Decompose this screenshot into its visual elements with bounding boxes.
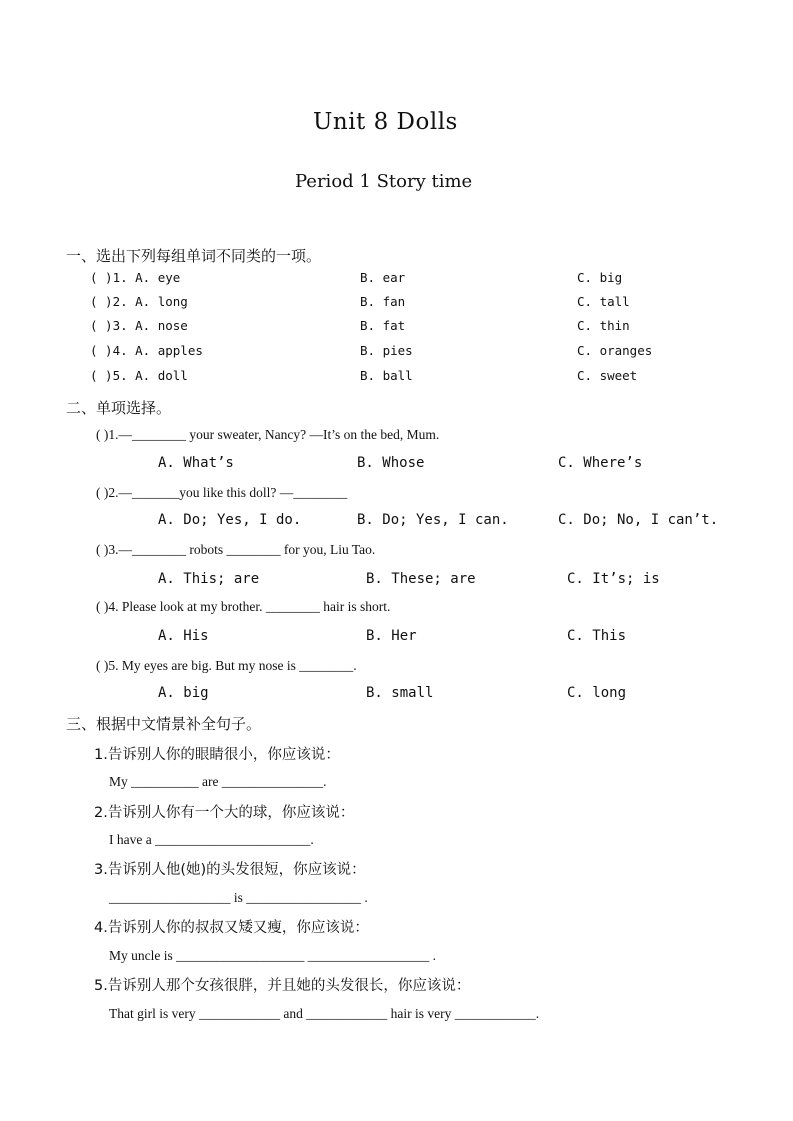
s2-q1-option-a: A. What’s: [158, 455, 234, 471]
section-1-heading: 一、选出下列每组单词不同类的一项。: [66, 247, 322, 265]
section-2-heading: 二、单项选择。: [66, 399, 172, 417]
s2-question-1: ( )1.—________ your sweater, Nancy? —It’s on the bed, Mum.: [96, 427, 440, 442]
s1-item-3-b: B. fat: [360, 318, 406, 333]
s2-q5-option-b: B. small: [366, 685, 434, 701]
s2-q1-option-c: C. Where’s: [558, 455, 643, 471]
s2-q4-option-b: B. Her: [366, 628, 417, 644]
s1-item-1-c: C. big: [577, 270, 623, 285]
s3-prompt-5: 5.告诉别人那个女孩很胖，并且她的头发很长，你应该说：: [94, 978, 471, 994]
s3-prompt-2: 2.告诉别人你有一个大的球，你应该说：: [94, 805, 355, 821]
s1-item-4-c: C. oranges: [577, 343, 653, 358]
s3-answer-1: My __________ are _______________.: [109, 774, 327, 789]
s3-answer-3: __________________ is _________________ .: [109, 890, 368, 905]
s2-q2-option-b: B. Do; Yes, I can.: [357, 512, 509, 528]
s2-q2-option-c: C. Do; No, I can’t.: [558, 512, 719, 528]
s2-question-4: ( )4. Please look at my brother. ________ hair is short.: [96, 599, 391, 614]
s2-q3-option-a: A. This; are: [158, 571, 260, 587]
s3-answer-5: That girl is very ____________ and ____________ hair is very ____________.: [109, 1006, 540, 1021]
s1-item-1-b: B. ear: [360, 270, 406, 285]
s1-item-4-b: B. pies: [360, 343, 413, 358]
s3-prompt-3: 3.告诉别人他(她)的头发很短，你应该说：: [94, 862, 366, 878]
s1-item-3-c: C. thin: [577, 318, 630, 333]
s2-q5-option-c: C. long: [567, 685, 627, 701]
s2-question-5: ( )5. My eyes are big. But my nose is ________.: [96, 658, 357, 673]
s1-item-2-a: ( )2. A. long: [90, 294, 188, 309]
s2-question-3: ( )3.—________ robots ________ for you, Liu Tao.: [96, 542, 376, 557]
s3-answer-4: My uncle is ___________________ __________________ .: [109, 948, 436, 963]
s2-q3-option-c: C. It’s; is: [567, 571, 660, 587]
s1-item-2-c: C. tall: [577, 294, 630, 309]
s1-item-4-a: ( )4. A. apples: [90, 343, 203, 358]
s1-item-3-a: ( )3. A. nose: [90, 318, 188, 333]
s2-q1-option-b: B. Whose: [357, 455, 425, 471]
s3-prompt-4: 4.告诉别人你的叔叔又矮又瘦，你应该说：: [94, 920, 369, 936]
s3-answer-2: I have a _______________________.: [109, 832, 314, 847]
s1-item-1-a: ( )1. A. eye: [90, 270, 181, 285]
s2-q4-option-a: A. His: [158, 628, 209, 644]
s1-item-2-b: B. fan: [360, 294, 406, 309]
s1-item-5-a: ( )5. A. doll: [90, 368, 188, 383]
s2-q2-option-a: A. Do; Yes, I do.: [158, 512, 302, 528]
s2-q3-option-b: B. These; are: [366, 571, 476, 587]
s2-q4-option-c: C. This: [567, 628, 627, 644]
page-subtitle: Period 1 Story time: [295, 171, 473, 192]
s2-question-2: ( )2.—_______you like this doll? —________: [96, 485, 348, 500]
s3-prompt-1: 1.告诉别人你的眼睛很小，你应该说：: [94, 747, 340, 763]
s2-q5-option-a: A. big: [158, 685, 209, 701]
section-3-heading: 三、根据中文情景补全句子。: [66, 715, 262, 733]
s1-item-5-b: B. ball: [360, 368, 413, 383]
s1-item-5-c: C. sweet: [577, 368, 638, 383]
page-title: Unit 8 Dolls: [313, 109, 458, 135]
